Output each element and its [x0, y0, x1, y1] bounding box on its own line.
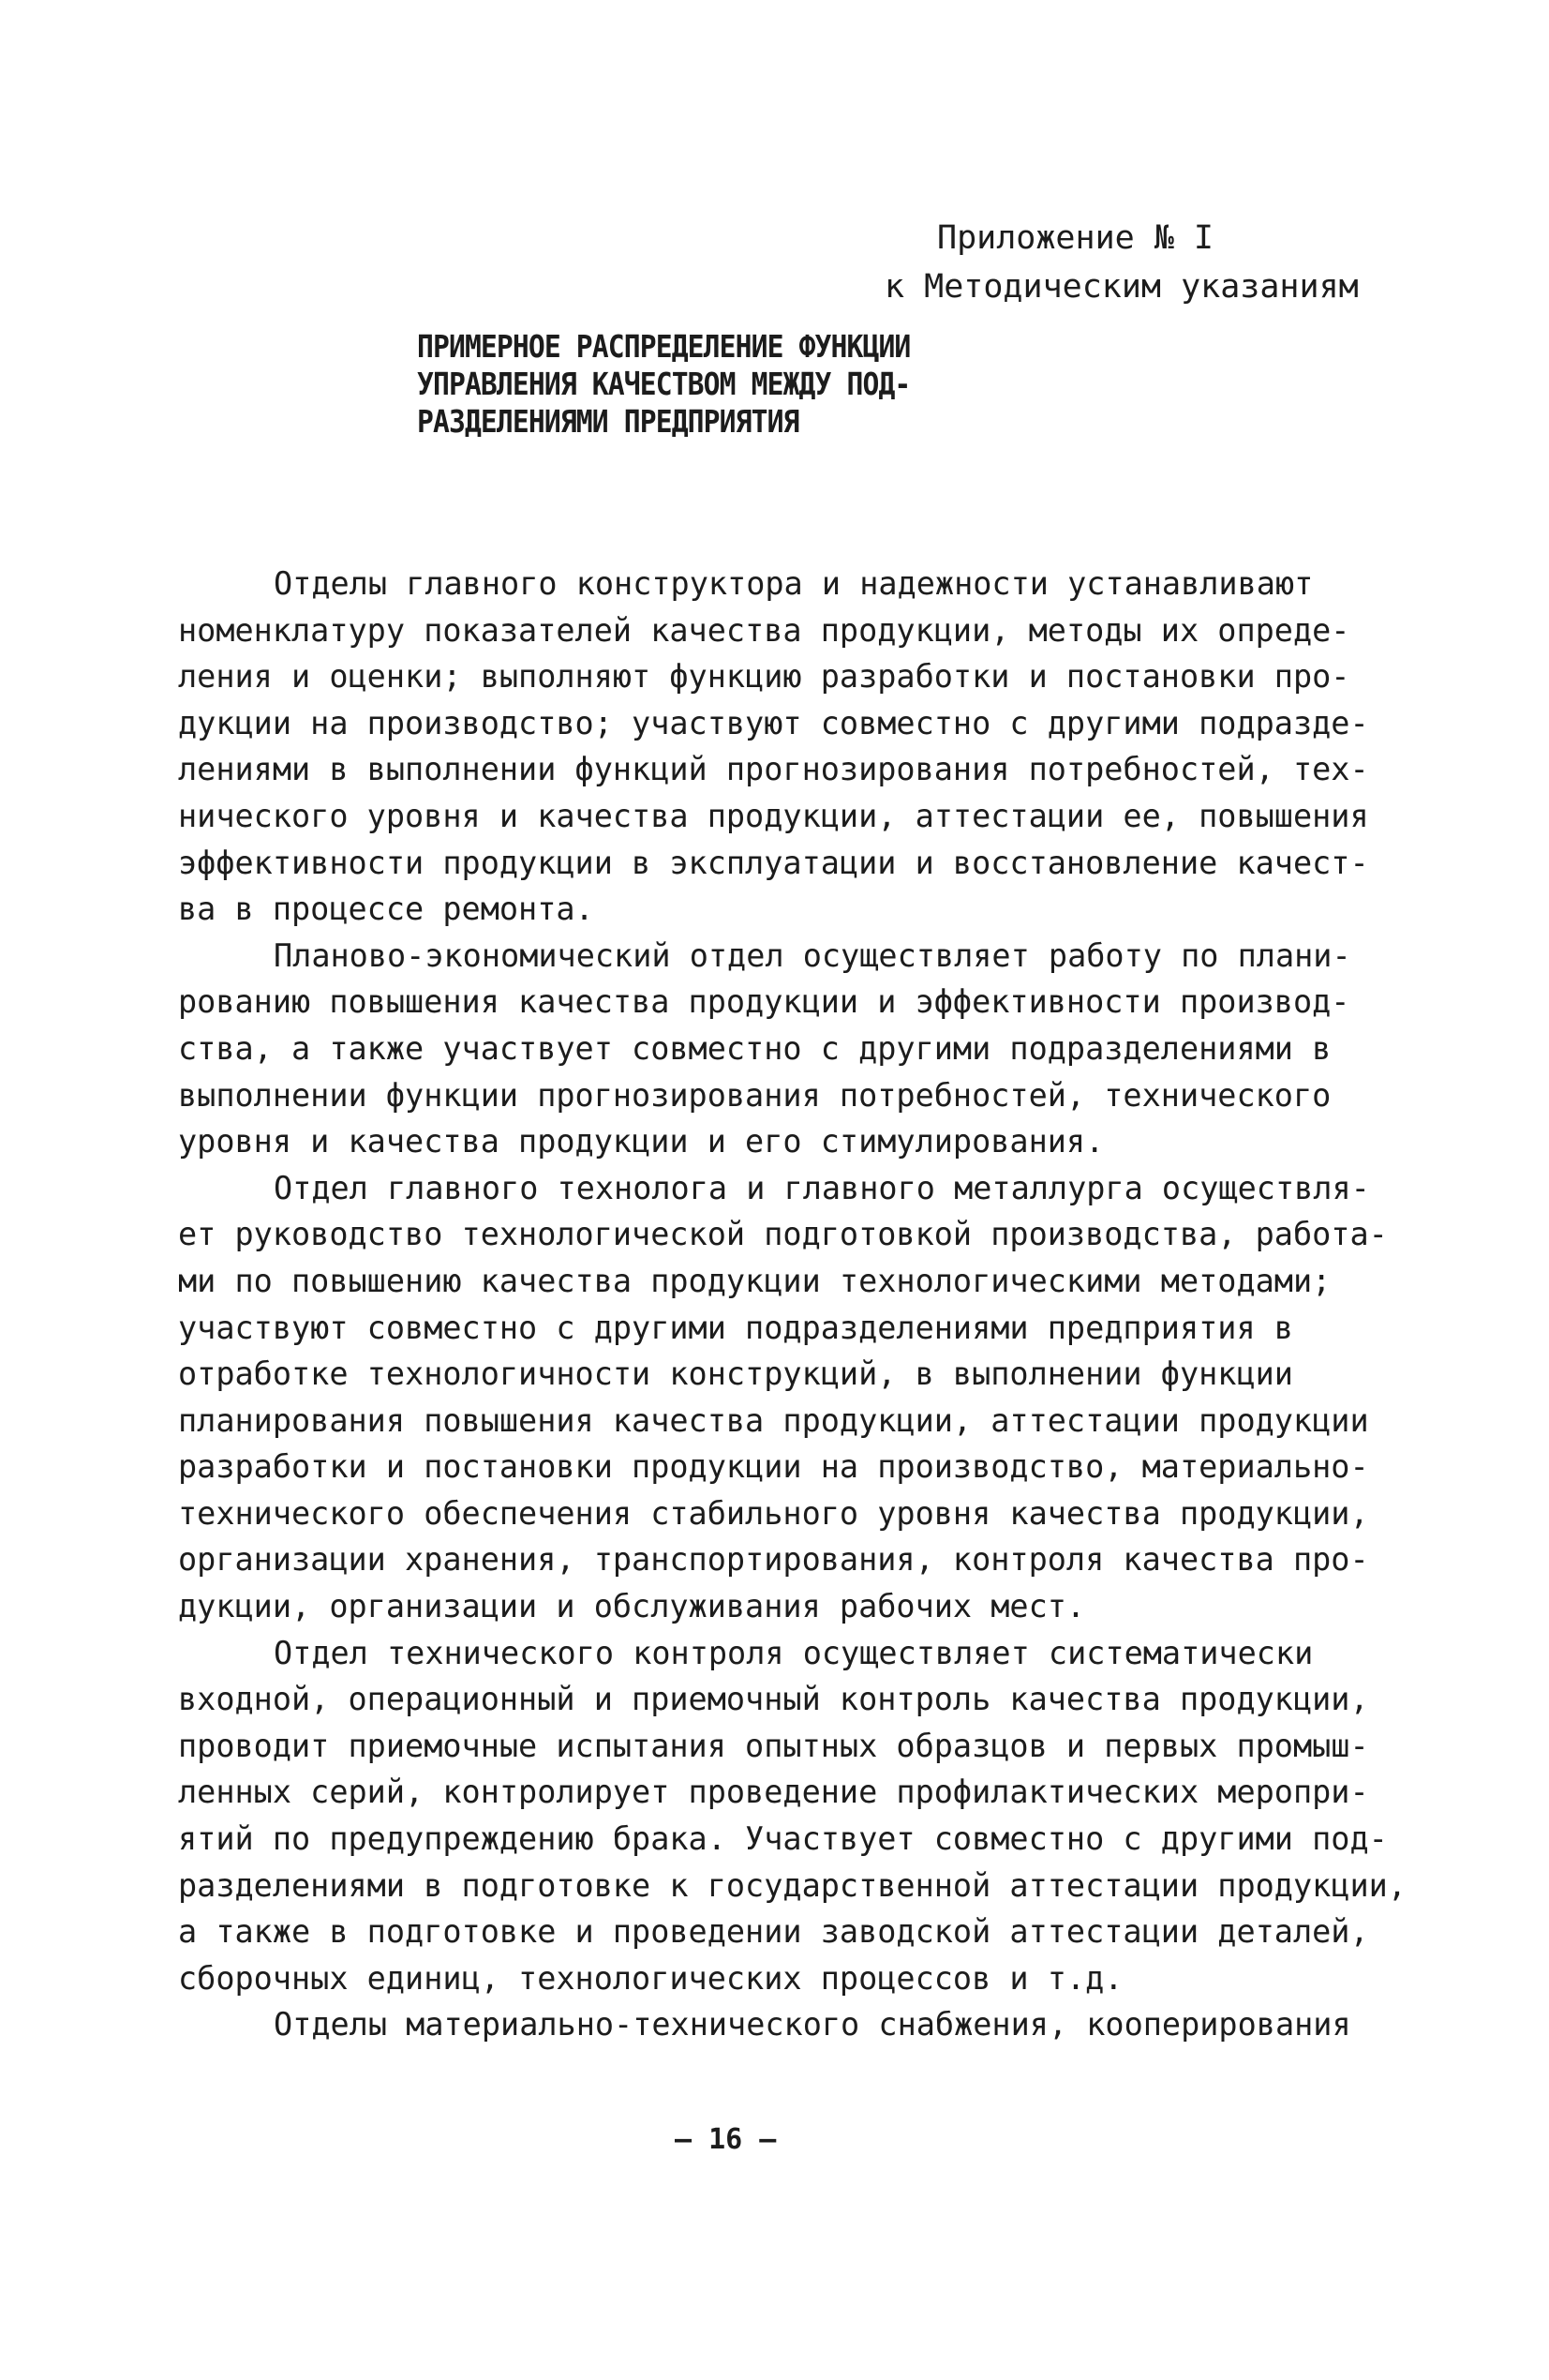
paragraph-technologist-department-line: ми по повышению качества продукции технологическими методами; [178, 1262, 1332, 1299]
paragraph-quality-control-line: а также в подготовке и проведении заводской аттестации деталей, [178, 1913, 1369, 1951]
body-text [178, 561, 1415, 2048]
title-line: ПРИМЕРНОЕ РАСПРЕДЕЛЕНИЕ ФУНКЦИИ [417, 328, 911, 365]
paragraph-design-departments-line: дукции на производство; участвуют совместно с другими подразде- [178, 704, 1369, 741]
document-title [417, 328, 910, 441]
paragraph-design-departments-line: эффективности продукции в эксплуатации и восстановление качест- [178, 844, 1369, 881]
paragraph-design-departments-line: номенклатуру показателей качества продукции, методы их опреде- [178, 611, 1350, 649]
paragraph-quality-control-line: сборочных единиц, технологических процессов и т.д. [178, 1959, 1124, 1997]
paragraph-technologist-department-line: Отдел главного технолога и главного металлурга осуществля- [274, 1169, 1370, 1206]
paragraph-technologist-department-line: разработки и постановки продукции на производство, материально- [178, 1448, 1369, 1486]
paragraph-quality-control-line: проводит приемочные испытания опытных образцов и первых промыш- [178, 1727, 1369, 1764]
title-line: РАЗДЕЛЕНИЯМИ ПРЕДПРИЯТИЯ [417, 403, 799, 440]
paragraph-technologist-department-line: участвуют совместно с другими подразделениями предприятия в [178, 1309, 1293, 1346]
paragraph-planning-department-line: Планово-экономический отдел осуществляет работу по плани- [274, 936, 1351, 974]
page-number: – 16 – [675, 2123, 777, 2156]
paragraph-planning-department-line: выполнении функции прогнозирования потребностей, технического [178, 1076, 1332, 1114]
paragraph-technologist-department-line: отработке технологичности конструкций, в выполнении функции [178, 1355, 1293, 1393]
paragraph-technologist-department-line: дукции, организации и обслуживания рабочих мест. [178, 1588, 1086, 1625]
paragraph-quality-control-line: входной, операционный и приемочный контроль качества продукции, [178, 1681, 1369, 1718]
paragraph-planning-department-line: уровня и качества продукции и его стимулирования. [178, 1123, 1105, 1160]
paragraph-technologist-department-line: планирования повышения качества продукции, аттестации продукции [178, 1401, 1369, 1439]
paragraph-supply-departments-line: Отделы материально-технического снабжения, кооперирования [274, 2006, 1351, 2043]
paragraph-technologist-department-line: ет руководство технологической подготовкой производства, работа- [178, 1216, 1388, 1253]
paragraph-quality-control-line: ленных серий, контролирует проведение профилактических меропри- [178, 1774, 1369, 1811]
paragraph-design-departments-line: лениями в выполнении функций прогнозирования потребностей, тех- [178, 751, 1369, 788]
paragraph-quality-control-line: разделениями в подготовке к государственной аттестации продукции, [178, 1866, 1407, 1904]
paragraph-design-departments-line: нического уровня и качества продукции, аттестации ее, повышения [178, 797, 1369, 834]
appendix-number: Приложение № I [937, 219, 1214, 257]
appendix-reference [885, 214, 1359, 311]
paragraph-technologist-department-line: организации хранения, транспортирования, контроля качества про- [178, 1541, 1369, 1579]
paragraph-technologist-department-line: технического обеспечения стабильного уровня качества продукции, [178, 1494, 1369, 1532]
title-line: УПРАВЛЕНИЯ КАЧЕСТВОМ МЕЖДУ ПОД- [417, 366, 911, 402]
paragraph-quality-control-line: ятий по предупреждению брака. Участвует совместно с другими под- [178, 1820, 1388, 1858]
paragraph-planning-department-line: рованию повышения качества продукции и эффективности производ- [178, 983, 1350, 1021]
paragraph-design-departments-line: Отделы главного конструктора и надежности устанавливают [274, 565, 1314, 602]
paragraph-planning-department-line: ства, а также участвует совместно с другими подразделениями в [178, 1029, 1332, 1067]
paragraph-quality-control-line: Отдел технического контроля осуществляет систематически [274, 1634, 1314, 1671]
paragraph-design-departments-line: ва в процессе ремонта. [178, 891, 594, 928]
paragraph-design-departments-line: ления и оценки; выполняют функцию разработки и постановки про- [178, 658, 1350, 696]
appendix-guidelines-ref: к Методическим указаниям [885, 268, 1359, 306]
